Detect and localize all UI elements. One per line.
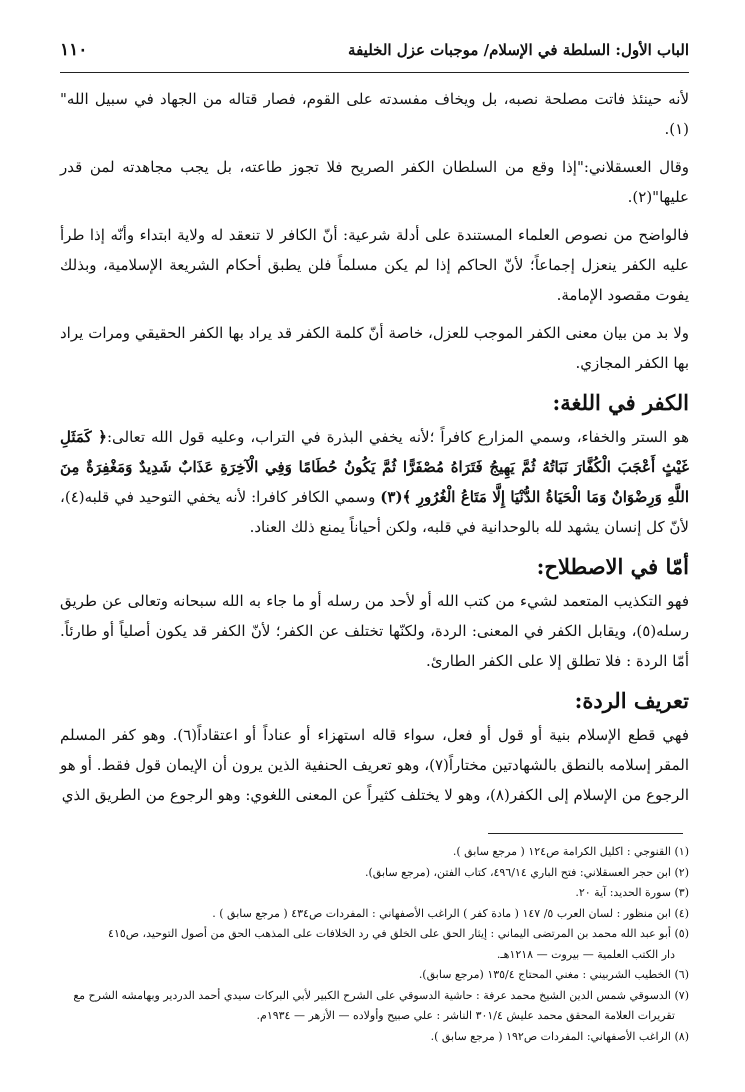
paragraph: وقال العسقلاني:"إذا وقع من السلطان الكفر الصريح فلا تجوز طاعته، بل يجب مجاهدته لمن قدر عليها"(٢).	[60, 158, 689, 206]
section-heading-apostasy: تعريف الردة:	[574, 688, 689, 713]
footnote: (٣) سورة الحديد: آية ٢٠.	[575, 886, 689, 899]
footnote: (٢) ابن حجر العسقلاني: فتح الباري ٤٩٦/١٤، كتاب الفتن، (مرجع سابق).	[365, 865, 689, 879]
paragraph-text: هو الستر والخفاء، وسمي المزارع كافراً ؛لأنه يخفي البذرة في التراب، وعليه قول الله تعالى:	[106, 428, 689, 446]
footnote: (١) القنوجي : اكليل الكرامة ص١٢٤ ( مرجع سابق ).	[452, 845, 689, 858]
section-heading-language: الكفر في اللغة:	[552, 390, 689, 415]
paragraph-text: وسمي الكافر كافرا: لأنه يخفي التوحيد في قلبه(٤)، لأنّ كل إنسان يشهد لله بالوحدانية في قلبه، ولكن أحياناً يمنع ذلك العناد.	[60, 488, 689, 536]
footnote: (٤) ابن منظور : لسان العرب ٥/ ١٤٧ ( مادة كفر ) الراغب الأصفهاني : المفردات ص٤٣٤ ( مرجع سابق ) .	[212, 906, 689, 920]
quran-verse: ﴿ كَمَثَلِ غَيْثٍ أَعْجَبَ الْكُفَّارَ نَبَاتُهُ ثُمَّ يَهِيجُ فَتَرَاهُ مُصْفَرًّا ثُمَّ يَكُونُ حُطَامًا وَفِي الْآخِرَةِ عَذَابٌ شَدِيدٌ وَمَغْفِرَةٌ مِنَ اللَّهِ وَرِضْوَانٌ وَمَا الْحَيَاةُ الدُّنْيَا إِلَّا مَتَاعُ الْغُرُورِ ﴾(٣)	[60, 428, 689, 506]
paragraph: فهو التكذيب المتعمد لشيء من كتب الله أو لأحد من رسله أو ما جاء به الله سبحانه وتعالى عن طريق رسله(٥)، ويقابل الكفر في المعنى: الردة، ولكنّها تختلف عن الكفر؛ لأنّ الكفر قد يكون أصلياً أو طارئاً. أمّا الردة : فلا تطلق إلا على الكفر الطارئ.	[60, 592, 689, 670]
paragraph: فالواضح من نصوص العلماء المستندة على أدلة شرعية: أنّ الكافر لا تنعقد له ولاية ابتداء وأنّه إذا طرأ عليه الكفر ينعزل إجماعاً؛ لأنّ الحاكم إذا لم يكن مسلماً فلن يطبق أحكام الشريعة الإسلامية، وبذلك يفوت مقصود الإمامة.	[60, 226, 689, 304]
footnote: (٥) أبو عبد الله محمد بن المرتضى اليماني : إيثار الحق على الخلق في رد الخلافات على المذهب الحق من أصول التوحيد، ص٤١٥	[108, 927, 689, 940]
footnote: (٧) الدسوقي شمس الدين الشيخ محمد عرفة : حاشية الدسوقي على الشرح الكبير لأبي البركات سيدي أحمد الدردير وبهامشه الشرح مع	[73, 988, 689, 1002]
paragraph-with-verse	[60, 422, 689, 542]
footnote-rule	[488, 833, 683, 834]
main-text	[60, 84, 689, 818]
footnotes	[60, 842, 689, 1047]
page-header	[60, 40, 689, 60]
footnote-continuation: دار الكتب العلمية — بيروت — ١٢١٨هـ.	[496, 947, 675, 961]
paragraph: لأنه حينئذ فاتت مصلحة نصبه، بل ويخاف مفسدته على القوم، فصار قتاله من الجهاد في سبيل الله"(١).	[60, 90, 689, 138]
section-heading-terminology: أمّا في الاصطلاح:	[536, 554, 689, 579]
footnote: (٨) الراغب الأصفهاني: المفردات ص١٩٢ ( مرجع سابق ).	[430, 1029, 689, 1043]
page-number: ١١٠	[60, 40, 88, 60]
paragraph: ولا بد من بيان معنى الكفر الموجب للعزل، خاصة أنّ كلمة الكفر قد يراد بها الكفر الحقيقي ومرات يراد بها الكفر المجازي.	[60, 324, 689, 372]
footnote-continuation: تقريرات العلامة المحقق محمد عليش ٣٠١/٤ الناشر : علي صبيح وأولاده — الأزهر — ١٩٣٤م.	[256, 1009, 675, 1022]
footnote: (٦) الخطيب الشربيني : مغني المحتاج ١٣٥/٤ (مرجع سابق).	[418, 968, 689, 981]
header-rule	[60, 72, 689, 73]
paragraph: فهي قطع الإسلام بنية أو قول أو فعل، سواء قاله استهزاء أو عناداً أو اعتقاداً(٦). وهو كفر المسلم المقر إسلامه بالنطق بالشهادتين مختاراً(٧)، وهو تعريف الحنفية الذين يرون أن الإيمان قول فقط. أو هو الرجوع من الإسلام إلى الكفر(٨)، وهو لا يختلف كثيراً عن المعنى اللغوي: وهو الرجوع من الطريق الذي	[60, 726, 689, 804]
running-title: الباب الأول: السلطة في الإسلام/ موجبات عزل الخليفة	[348, 41, 689, 59]
